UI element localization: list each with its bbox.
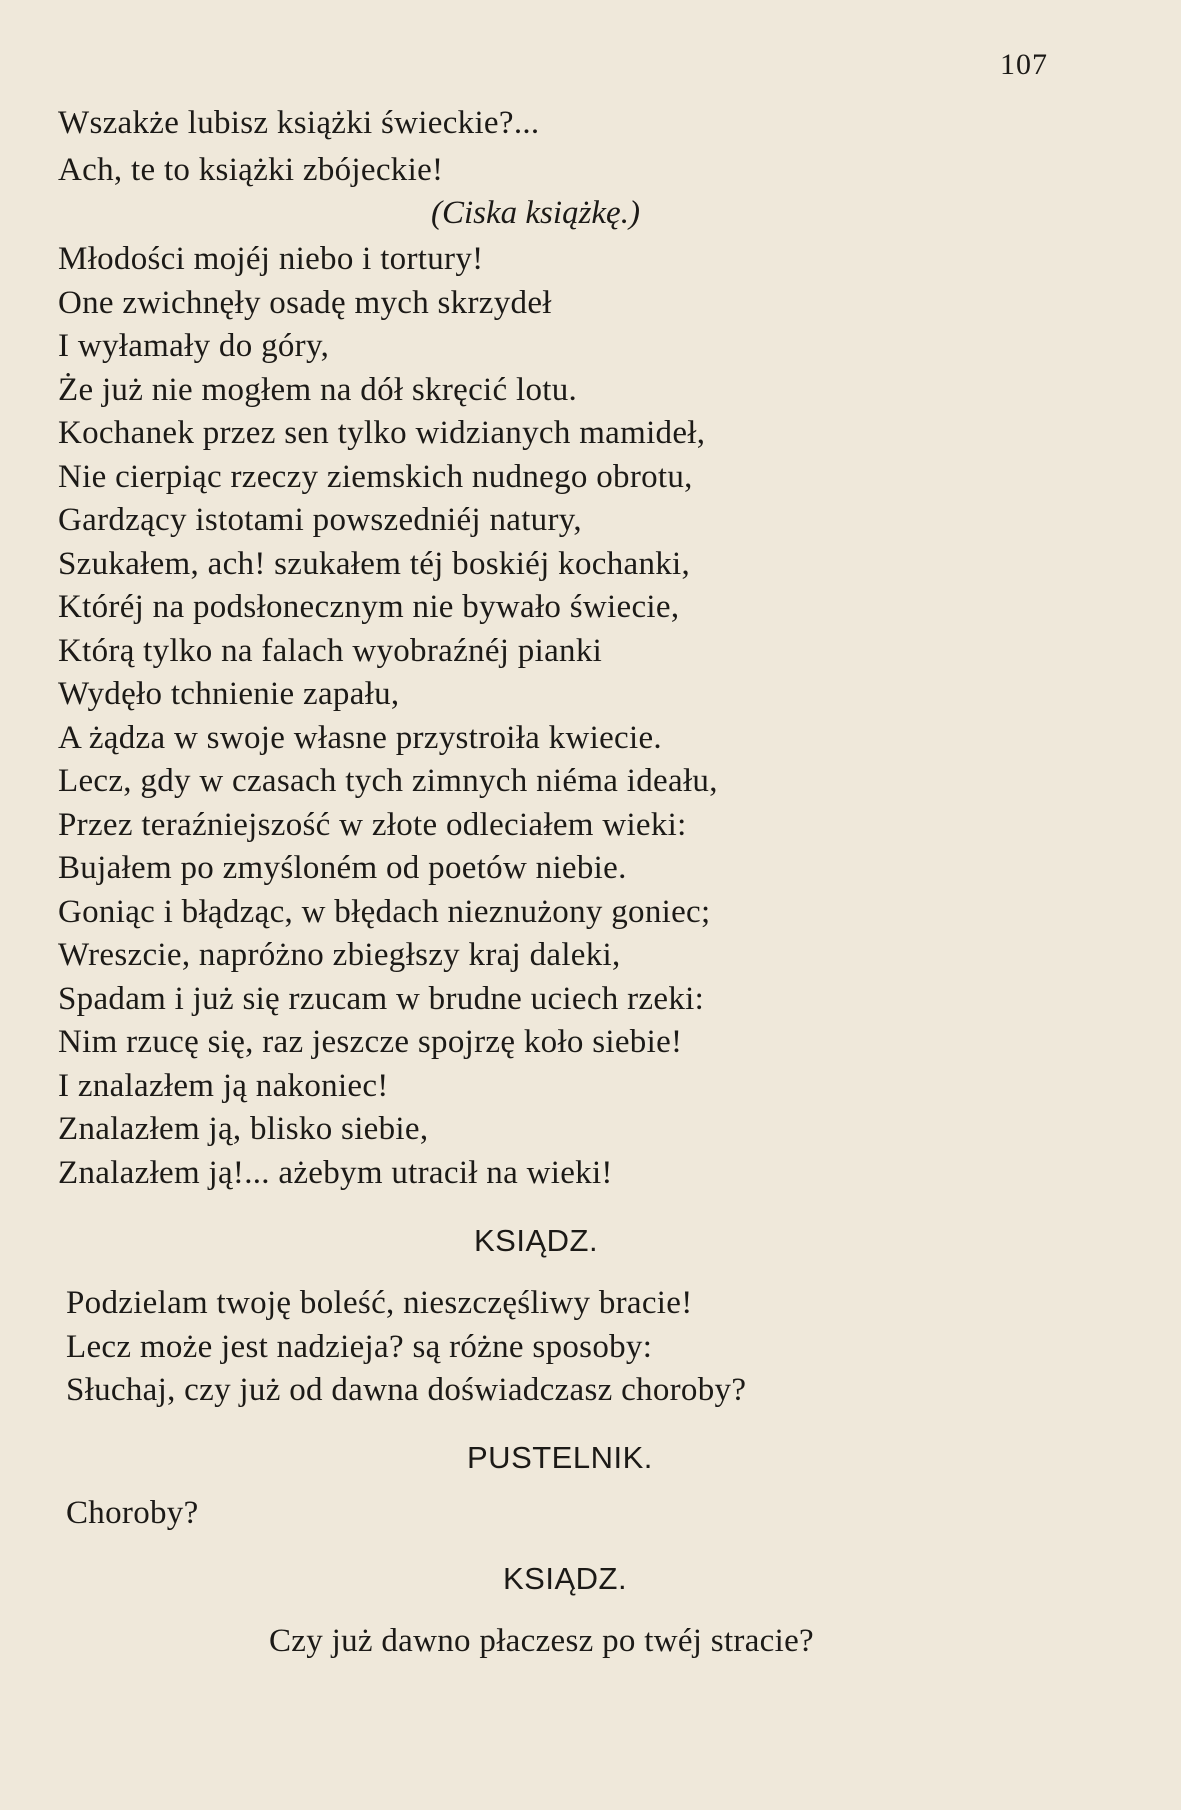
verse-line: Wszakże lubisz książki świeckie?... (58, 105, 540, 141)
verse-line: Ach, te to książki zbójeckie! (58, 152, 444, 188)
verse-line: Goniąc i błądząc, w błędach nieznużony goniec; (58, 894, 711, 930)
speaker-name: KSIĄDZ. (474, 1223, 599, 1258)
speech-line: Słuchaj, czy już od dawna doświadczasz choroby? (66, 1372, 747, 1408)
verse-line: Spadam i już się rzucam w brudne uciech rzeki: (58, 981, 705, 1017)
verse-line: Wydęło tchnienie zapału, (58, 676, 400, 712)
verse-line: Kochanek przez sen tylko widzianych mamideł, (58, 415, 706, 451)
page-number: 107 (1000, 48, 1048, 81)
verse-line: Znalazłem ją, blisko siebie, (58, 1111, 429, 1147)
verse-line: I znalazłem ją nakoniec! (58, 1068, 389, 1104)
verse-line: Którą tylko na falach wyobraźnéj pianki (58, 633, 603, 669)
verse-line: Szukałem, ach! szukałem téj boskiéj kochanki, (58, 546, 691, 582)
verse-line: Gardzący istotami powszedniéj natury, (58, 502, 582, 538)
verse-line: Nie cierpiąc rzeczy ziemskich nudnego obrotu, (58, 459, 693, 495)
speech-line: Czy już dawno płaczesz po twéj stracie? (269, 1623, 814, 1659)
verse-line: I wyłamały do góry, (58, 328, 330, 364)
verse-line: Wreszcie, napróżno zbiegłszy kraj daleki, (58, 937, 621, 973)
stage-direction: (Ciska książkę.) (431, 195, 640, 231)
verse-line: One zwichnęły osadę mych skrzydeł (58, 285, 552, 321)
verse-line: Bujałem po zmyśloném od poetów niebie. (58, 850, 627, 886)
verse-line: Któréj na podsłonecznym nie bywało świecie, (58, 589, 680, 625)
speech-line: Podzielam twoję boleść, nieszczęśliwy bracie! (66, 1285, 693, 1321)
verse-line: Przez teraźniejszość w złote odleciałem wieki: (58, 807, 687, 843)
verse-line: Młodości mojéj niebo i tortury! (58, 241, 484, 277)
verse-line: A żądza w swoje własne przystroiła kwiecie. (58, 720, 662, 756)
speech-line: Choroby? (66, 1495, 199, 1531)
verse-line: Lecz, gdy w czasach tych zimnych niéma ideału, (58, 763, 718, 799)
speaker-name: PUSTELNIK. (467, 1440, 653, 1475)
verse-line: Nim rzucę się, raz jeszcze spojrzę koło siebie! (58, 1024, 683, 1060)
speaker-name: KSIĄDZ. (503, 1561, 628, 1596)
speech-line: Lecz może jest nadzieja? są różne sposoby: (66, 1329, 653, 1365)
verse-line: Że już nie mogłem na dół skręcić lotu. (58, 372, 578, 408)
verse-line: Znalazłem ją!... ażebym utracił na wieki! (58, 1155, 613, 1191)
